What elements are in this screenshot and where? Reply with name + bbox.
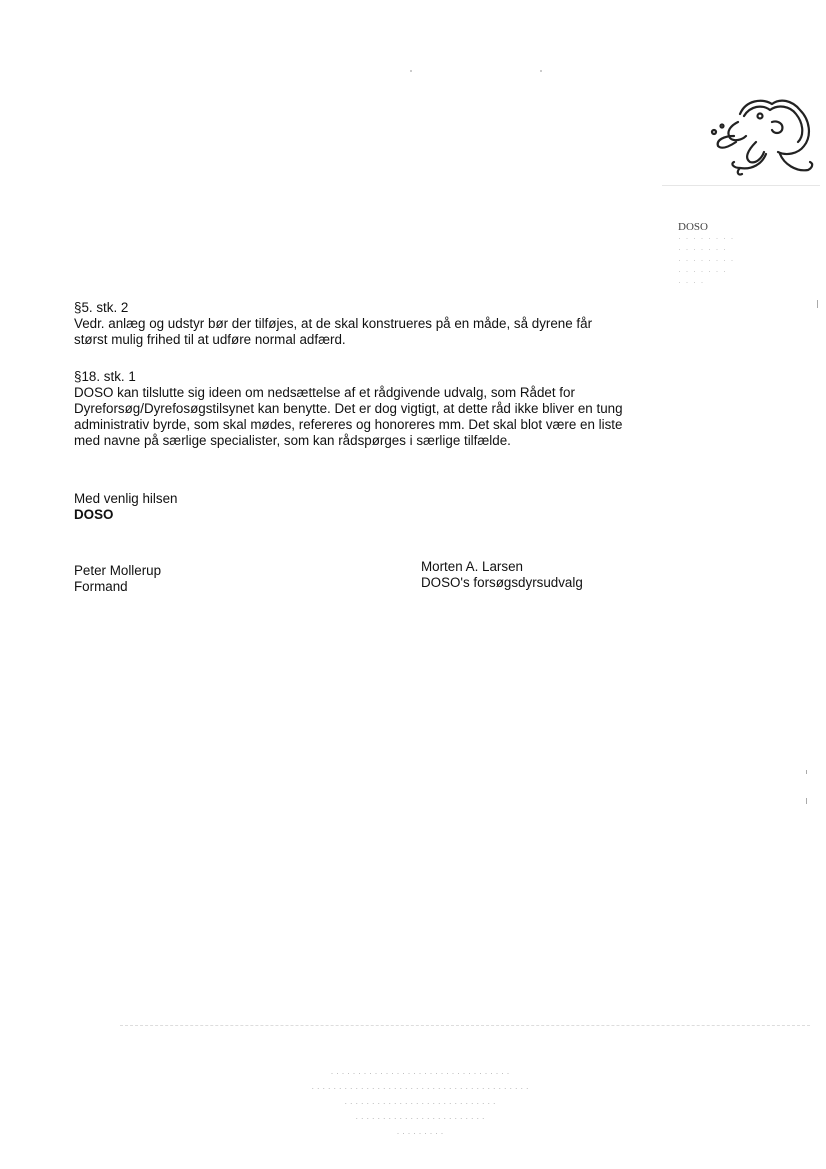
signatory-name: Peter Mollerup xyxy=(74,563,162,578)
address-line: · · · · · · · xyxy=(678,244,727,254)
address-line: · · · · xyxy=(678,277,705,287)
address-line: · · · · · · · · xyxy=(678,233,735,243)
sender-address-block xyxy=(678,222,734,288)
scan-speck xyxy=(540,70,542,72)
closing-greeting: Med venlig hilsen xyxy=(74,491,178,506)
signatory-title: Formand xyxy=(74,579,128,594)
section-5 xyxy=(74,300,592,348)
closing xyxy=(74,491,177,523)
closing-org: DOSO xyxy=(74,507,114,522)
sender-org: DOSO xyxy=(678,221,708,233)
section-line: Dyreforsøg/Dyrefosøgstilsynet kan benytte. Det er dog vigtigt, at dette råd ikke bliver en tung xyxy=(74,401,623,416)
footer-line: · · · · · · · · · · · · · · · · · · · · · · · · xyxy=(355,1113,485,1123)
address-line: · · · · · · · · xyxy=(678,255,735,265)
scan-speck xyxy=(806,798,807,804)
header-rule xyxy=(662,185,820,187)
address-line: · · · · · · · xyxy=(678,266,727,276)
footer-line: · · · · · · · · · xyxy=(396,1128,444,1138)
footer-line: · · · · · · · · · · · · · · · · · · · · · · · · · · · · xyxy=(344,1098,496,1108)
section-heading: §5. stk. 2 xyxy=(74,300,129,315)
section-line: DOSO kan tilslutte sig ideen om nedsættelse af et rådgivende udvalg, som Rådet for xyxy=(74,385,575,400)
footer-rule xyxy=(120,1025,810,1026)
signature-right xyxy=(421,559,583,591)
frog-logo xyxy=(700,92,818,182)
section-line: administrativ byrde, som skal mødes, refereres og honoreres mm. Det skal blot være en liste xyxy=(74,417,623,432)
signatory-name: Morten A. Larsen xyxy=(421,559,523,574)
scan-speck xyxy=(806,770,807,774)
section-18 xyxy=(74,369,623,449)
scan-speck xyxy=(817,300,818,308)
footer-member-list xyxy=(100,1066,740,1141)
section-heading: §18. stk. 1 xyxy=(74,369,136,384)
section-line: størst mulig frihed til at udføre normal adfærd. xyxy=(74,332,346,347)
section-line: med navne på særlige specialister, som kan rådspørges i særlige tilfælde. xyxy=(74,433,511,448)
scan-speck xyxy=(410,70,412,72)
signatory-title: DOSO's forsøgsdyrsudvalg xyxy=(421,575,583,590)
signature-left xyxy=(74,563,161,595)
section-line: Vedr. anlæg og udstyr bør der tilføjes, at de skal konstrueres på en måde, så dyrene får xyxy=(74,316,593,331)
footer-line: · · · · · · · · · · · · · · · · · · · · · · · · · · · · · · · · · xyxy=(330,1068,510,1078)
footer-line: · · · · · · · · · · · · · · · · · · · · · · · · · · · · · · · · · · · · · · · · xyxy=(311,1083,529,1093)
